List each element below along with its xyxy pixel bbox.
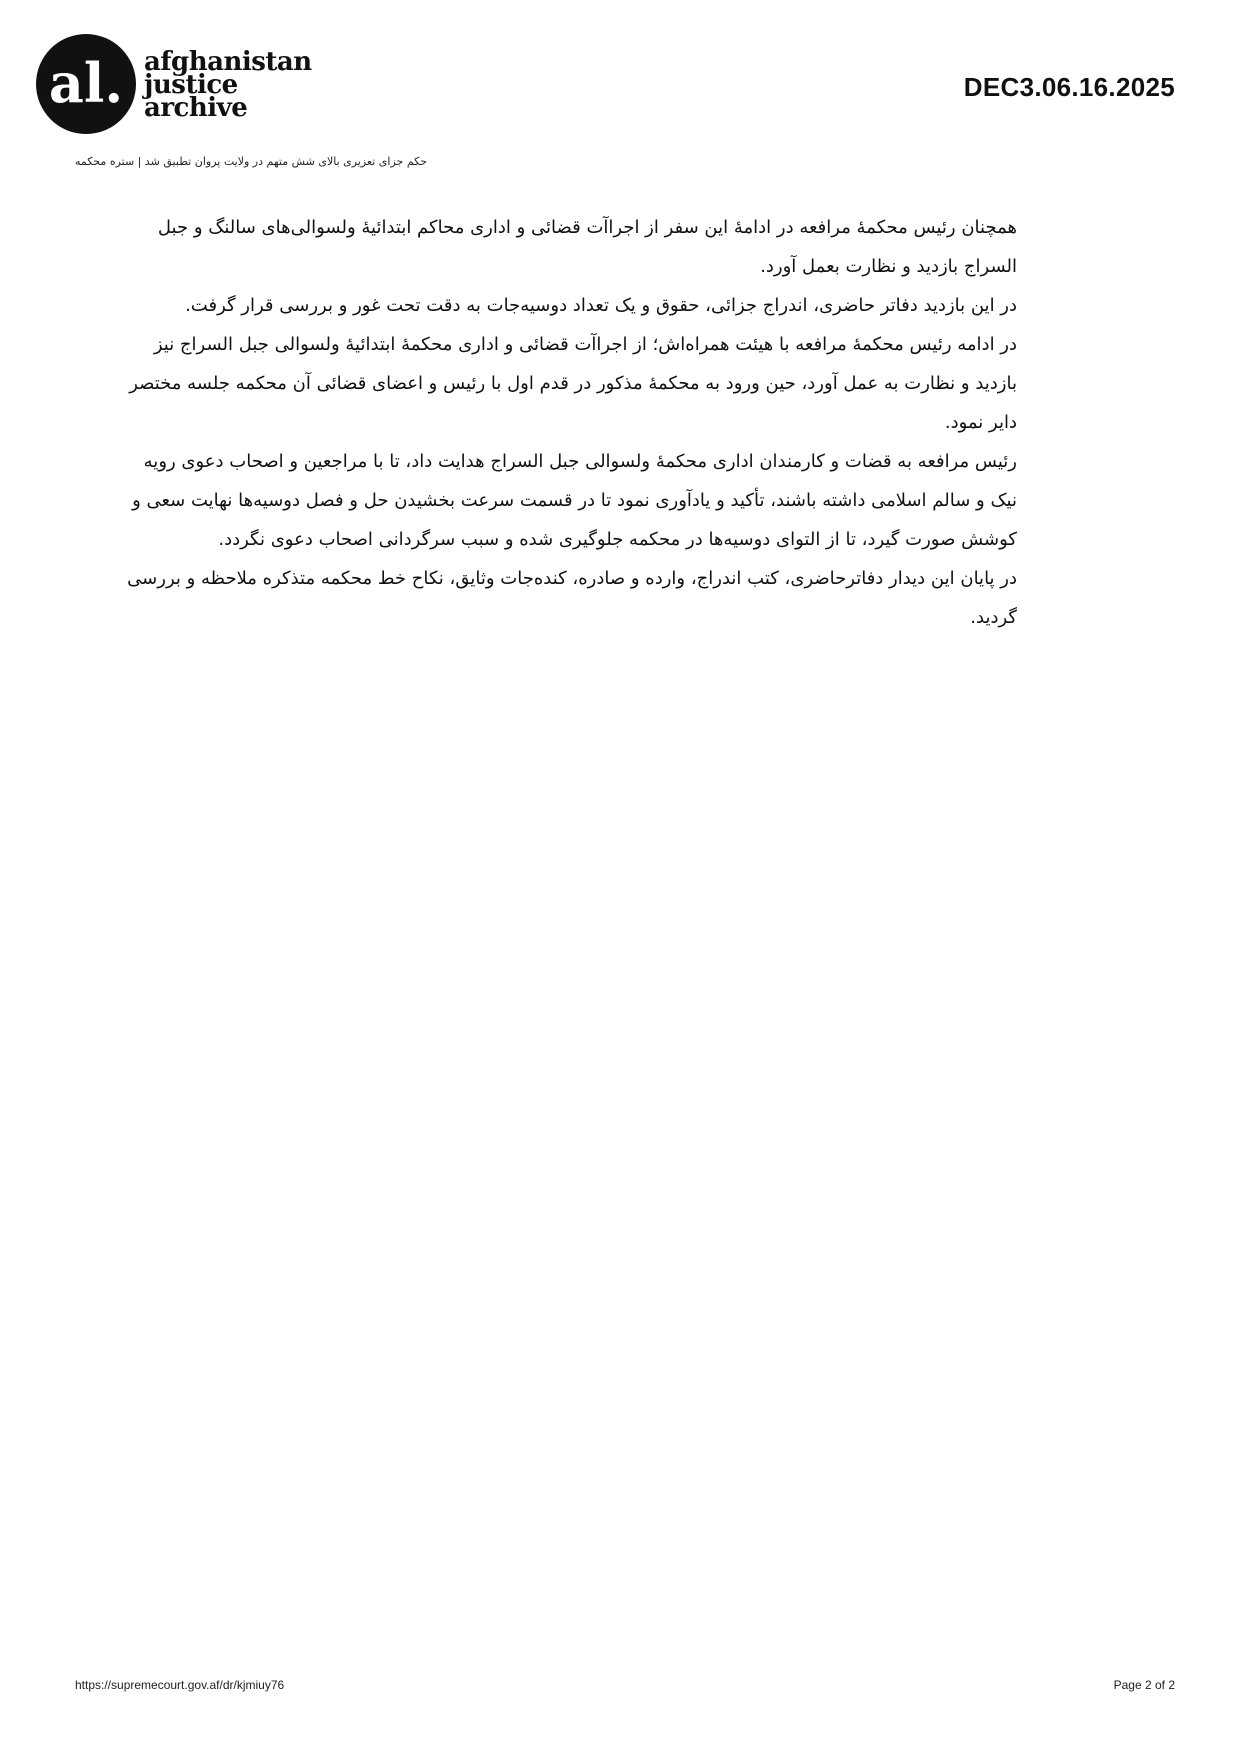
document-id: DEC3.06.16.2025 — [963, 72, 1175, 102]
article-paragraph: رئیس مرافعه به قضات و کارمندان اداری محکمهٔ ولسوالی جبل السراج هدایت داد، تا با مراجعین و اصحاب دعوی رویه نیک و سالم اسلامی داشته باشند، تأکید و یادآوری نمود تا در قسمت سرعت بخشیدن حل و فصل دوسیه‌ها نهایت سعی و کوشش صورت گیرد، تا از التوای دوسیه‌ها در محکمه جلوگیری شده و سبب سرگردانی اصحاب دعوی نگردد. — [132, 451, 1017, 550]
logo-word-justice: justice — [144, 69, 238, 100]
breadcrumb: حکم جزای تعزیری بالای شش متهم در ولایت پروان تطبیق شد | ستره محکمه — [75, 155, 428, 168]
article-paragraph: در این بازدید دفاتر حاضری، اندراج جزائی، حقوق و یک تعداد دوسیه‌جات به دقت تحت غور و بررسی قرار گرفت. — [185, 295, 1017, 316]
source-url-link[interactable]: https://supremecourt.gov.af/dr/kjmiuy76 — [75, 1678, 285, 1692]
logo-mark-glyph — [36, 34, 136, 134]
archive-logo — [36, 34, 312, 134]
logo-wordmark — [144, 46, 312, 123]
logo-word-archive: archive — [144, 92, 248, 123]
article-body — [120, 208, 1017, 637]
article-paragraph: در ادامه رئیس محکمهٔ مرافعه با هیئت همراه‌اش؛ از اجراآت قضائی و اداری محکمهٔ ابتدائیهٔ ولسوالی جبل السراج نیز بازدید و نظارت به عمل آورد، حین ورود به محکمهٔ مذکور در قدم اول با رئیس و اعضای قضائی آن محکمه جلسه مختصر دایر نمود. — [129, 334, 1017, 433]
logo-word-afghanistan: afghanistan — [144, 46, 312, 77]
article-paragraph: همچنان رئیس محکمهٔ مرافعه در ادامهٔ این سفر از اجراآت قضائی و اداری محاکم ابتدائیهٔ ولسوالی‌های سالنگ و جبل السراج بازدید و نظارت بعمل آورد. — [157, 217, 1017, 277]
logo-mark — [36, 34, 136, 134]
page-number: Page 2 of 2 — [1113, 1678, 1175, 1692]
article-paragraph: در پایان این دیدار دفاترحاضری، کتب اندراج، وارده و صادره، کنده‌جات وثایق، نکاح خط محکمه متذکره ملاحظه و بررسی گردید. — [127, 568, 1017, 628]
logo-mark-text: al. — [48, 51, 124, 115]
